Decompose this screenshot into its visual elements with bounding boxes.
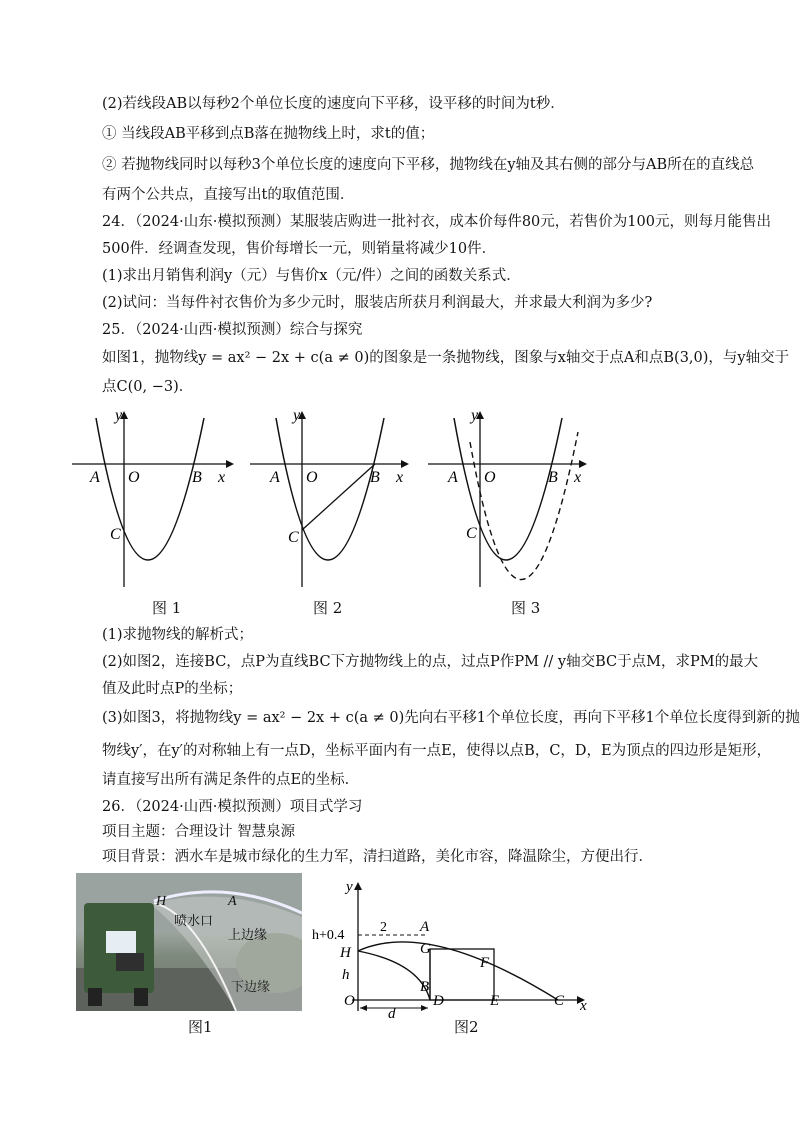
q26-caption-fig2: 图2 bbox=[454, 1018, 479, 1036]
photo-label-upper: 上边缘 bbox=[228, 927, 268, 942]
x-axis-arrow bbox=[401, 460, 409, 468]
label-2: 2 bbox=[380, 920, 387, 935]
q25-figure-3 bbox=[422, 402, 597, 592]
q25-figure-2 bbox=[244, 402, 419, 592]
q26-figure-2 bbox=[310, 873, 600, 1018]
label-D: D bbox=[433, 993, 444, 1009]
label-A: A bbox=[420, 919, 430, 935]
label-y: y bbox=[293, 407, 301, 424]
q24-part1: (1)求出月销售利润y（元）与售价x（元/件）之间的函数关系式． bbox=[102, 268, 521, 284]
q26-background: 项目背景：洒水车是城市绿化的生力军，清扫道路，美化市容，降温除尘，方便出行． bbox=[102, 849, 653, 865]
q25-part3-line2: 物线y′，在y′的对称轴上有一点D，坐标平面内有一点E，使得以点B，C，D，E为顶点的四边形是矩形， bbox=[102, 743, 772, 759]
shifted-parabola bbox=[470, 432, 578, 580]
label-A: A bbox=[90, 469, 100, 486]
x-axis-arrow bbox=[226, 460, 234, 468]
label-x: x bbox=[218, 469, 226, 486]
label-H: H bbox=[340, 945, 351, 961]
label-F: F bbox=[480, 955, 490, 971]
photo-drawing bbox=[76, 873, 302, 1011]
label-h: h bbox=[342, 967, 350, 983]
label-h-plus: h+0.4 bbox=[312, 928, 345, 943]
photo-label-nozzle: 喷水口 bbox=[174, 913, 214, 928]
q26-caption-fig1: 图1 bbox=[188, 1018, 213, 1036]
label-A: A bbox=[448, 469, 458, 486]
q25-figure-1 bbox=[66, 402, 241, 592]
sprinkler-truck-photo bbox=[76, 873, 302, 1011]
q26-header: 26．（2024·山西·模拟预测）项目式学习 bbox=[102, 799, 363, 815]
label-C: C bbox=[554, 993, 565, 1009]
q24-part2: (2)试问：当每件衬衣售价为多少元时，服装店所获月利润最大，并求最大利润为多少? bbox=[102, 295, 653, 311]
label-O: O bbox=[484, 469, 496, 486]
label-O: O bbox=[306, 469, 318, 486]
label-B: B bbox=[370, 469, 380, 486]
q26-topic: 项目主题：合理设计 智慧泉源 bbox=[102, 824, 296, 840]
label-E: E bbox=[490, 993, 500, 1009]
caption-fig2: 图 2 bbox=[313, 599, 343, 617]
q25-part3-line3: 请直接写出所有满足条件的点E的坐标． bbox=[102, 772, 360, 788]
d-arrow-left bbox=[360, 1005, 367, 1011]
q25-header: 25．（2024·山西·模拟预测）综合与探究 bbox=[102, 322, 363, 338]
x-axis-arrow bbox=[579, 460, 587, 468]
caption-fig1: 图 1 bbox=[152, 599, 182, 617]
q25-part1: (1)求抛物线的解析式； bbox=[102, 627, 254, 643]
label-x: x bbox=[580, 998, 587, 1014]
photo-label-lower: 下边缘 bbox=[231, 979, 271, 994]
q25-part2-line1: (2)如图2，连接BC，点P为直线BC下方抛物线上的点，过点P作PM // y轴交BC于点M，求PM的最大 bbox=[102, 654, 759, 670]
label-C: C bbox=[110, 526, 121, 543]
q24-header-line2: 500件．经调查发现，售价每增长一元，则销量将减少10件． bbox=[102, 241, 497, 257]
photo-label-H: H bbox=[156, 894, 167, 909]
photo-label-A: A bbox=[228, 894, 237, 909]
q23-sub2-line1: ② 若抛物线同时以每秒3个单位长度的速度向下平移，抛物线在y轴及其右侧的部分与AB所在的直线总 bbox=[102, 157, 755, 173]
q24-header-line1: 24．（2024·山东·模拟预测）某服装店购进一批衬衣，成本价每件80元，若售价为100元，则每月能售出 bbox=[102, 214, 771, 230]
label-d: d bbox=[388, 1006, 396, 1018]
label-A: A bbox=[270, 469, 280, 486]
y-axis-arrow bbox=[354, 882, 362, 890]
q25-part3-line1: (3)如图3，将抛物线y = ax² − 2x + c(a ≠ 0)先向右平移1个单位长度，再向下平移1个单位长度得到新的抛 bbox=[102, 710, 800, 726]
label-B: B bbox=[192, 469, 202, 486]
label-C: C bbox=[466, 525, 477, 542]
upper-edge bbox=[358, 942, 558, 1000]
label-G: G bbox=[420, 941, 431, 957]
d-arrow-right bbox=[421, 1005, 428, 1011]
q25-part2-line2: 值及此时点P的坐标； bbox=[102, 681, 243, 697]
label-x: x bbox=[574, 469, 582, 486]
q25-intro-line2: 点C(0, −3)． bbox=[102, 379, 194, 395]
label-C: C bbox=[288, 529, 299, 546]
label-y: y bbox=[346, 879, 353, 895]
caption-fig3: 图 3 bbox=[511, 599, 541, 617]
q23-part2: (2)若线段AB以每秒2个单位长度的速度向下平移，设平移的时间为t秒． bbox=[102, 96, 565, 112]
label-B: B bbox=[548, 469, 558, 486]
label-y: y bbox=[115, 407, 123, 424]
label-O: O bbox=[128, 469, 140, 486]
label-y: y bbox=[471, 407, 479, 424]
label-B: B bbox=[420, 979, 430, 995]
q25-intro-line1: 如图1，抛物线y = ax² − 2x + c(a ≠ 0)的图象是一条抛物线，图象与x轴交于点A和点B(3,0)，与y轴交于 bbox=[102, 350, 790, 366]
label-O: O bbox=[344, 993, 355, 1009]
q23-sub2-line2: 有两个公共点，直接写出t的取值范围． bbox=[102, 187, 355, 203]
q23-sub1: ① 当线段AB平移到点B落在抛物线上时，求t的值； bbox=[102, 126, 435, 142]
label-x: x bbox=[396, 469, 404, 486]
